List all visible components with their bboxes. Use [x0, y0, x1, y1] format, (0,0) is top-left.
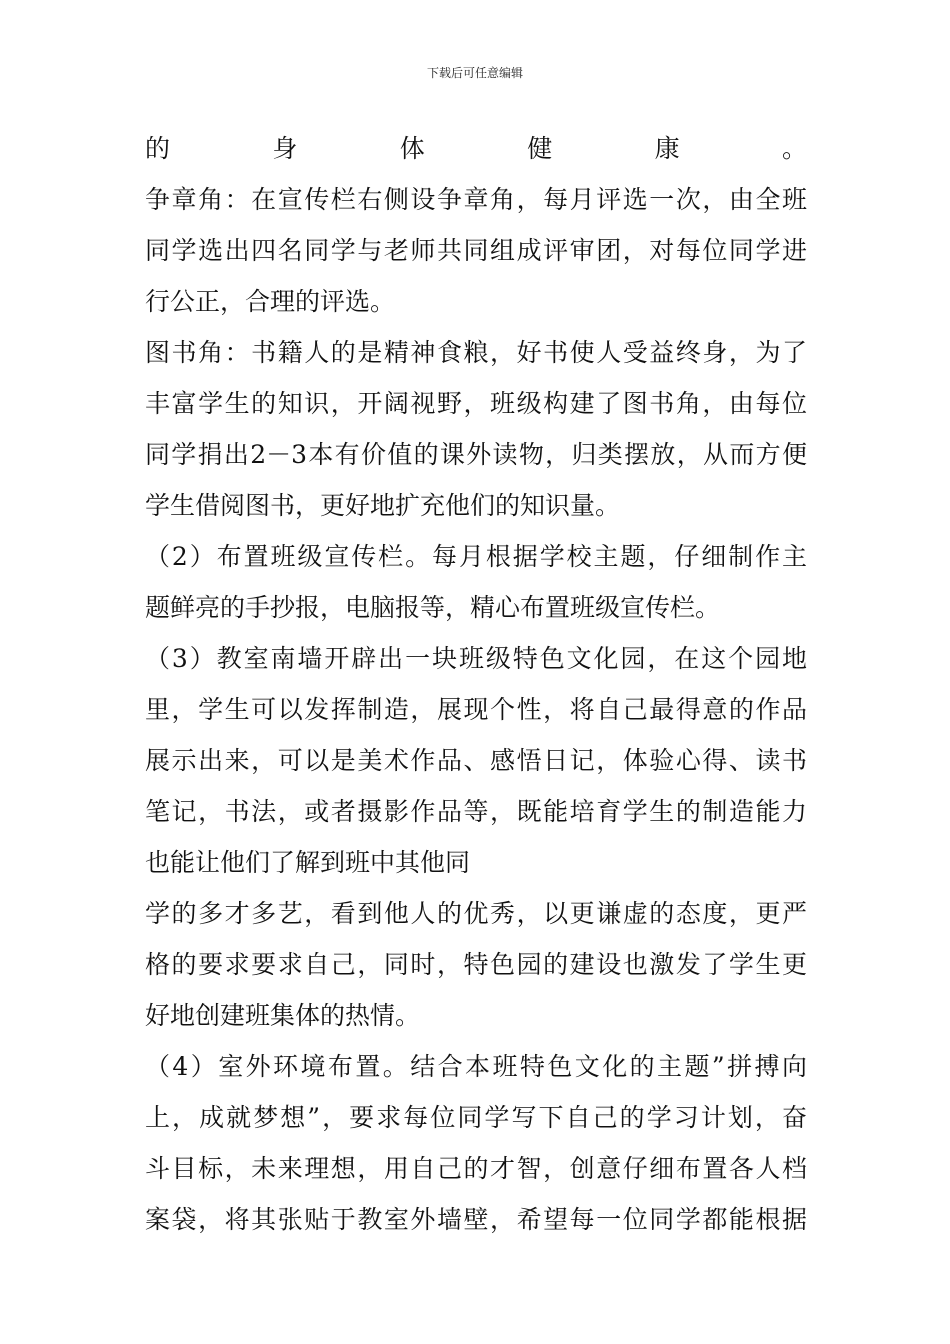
text-line: 上，成就梦想”，要求每位同学写下自己的学习计划，奋 [145, 1103, 807, 1132]
document-body [145, 123, 807, 1245]
text-line: 图书角：书籍人的是精神食粮，好书使人受益终身，为了 [145, 338, 807, 367]
text-line: 同学捐出2－3本有价值的课外读物，归类摆放，从而方便 [145, 440, 807, 469]
text-line: 案袋，将其张贴于教室外墙壁，希望每一位同学都能根据 [145, 1205, 807, 1234]
text-line: （3）教室南墙开辟出一块班级特色文化园，在这个园地 [145, 644, 807, 673]
text-line: 笔记，书法，或者摄影作品等，既能培育学生的制造能力 [145, 797, 807, 826]
text-line: 展示出来，可以是美术作品、感悟日记，体验心得、读书 [145, 746, 807, 775]
text-line: 好地创建班集体的热情。 [145, 1001, 421, 1030]
text-line: （4）室外环境布置。结合本班特色文化的主题”拼搏向 [145, 1052, 807, 1081]
page-header: 下载后可任意编辑 [426, 66, 523, 80]
text-line: 里，学生可以发挥制造，展现个性，将自己最得意的作品 [145, 695, 807, 724]
text-line: 学的多才多艺，看到他人的优秀，以更谦虚的态度，更严 [145, 899, 807, 928]
text-line: 同学选出四名同学与老师共同组成评审团，对每位同学进 [145, 236, 807, 265]
text-line: 格的要求要求自己，同时，特色园的建设也激发了学生更 [145, 950, 807, 979]
text-line: 学生借阅图书，更好地扩充他们的知识量。 [145, 491, 621, 520]
text-line: 的身体健康。 [145, 134, 807, 163]
text-line: 丰富学生的知识，开阔视野，班级构建了图书角，由每位 [145, 389, 807, 418]
text-line: 斗目标，未来理想，用自己的才智，创意仔细布置各人档 [145, 1154, 807, 1183]
text-line: 行公正，合理的评选。 [145, 287, 396, 316]
text-line: 争章角：在宣传栏右侧设争章角，每月评选一次，由全班 [145, 185, 807, 214]
text-line: （2）布置班级宣传栏。每月根据学校主题，仔细制作主 [145, 542, 807, 571]
text-line: 题鲜亮的手抄报，电脑报等，精心布置班级宣传栏。 [145, 593, 721, 622]
text-line: 也能让他们了解到班中其他同 [145, 848, 471, 877]
